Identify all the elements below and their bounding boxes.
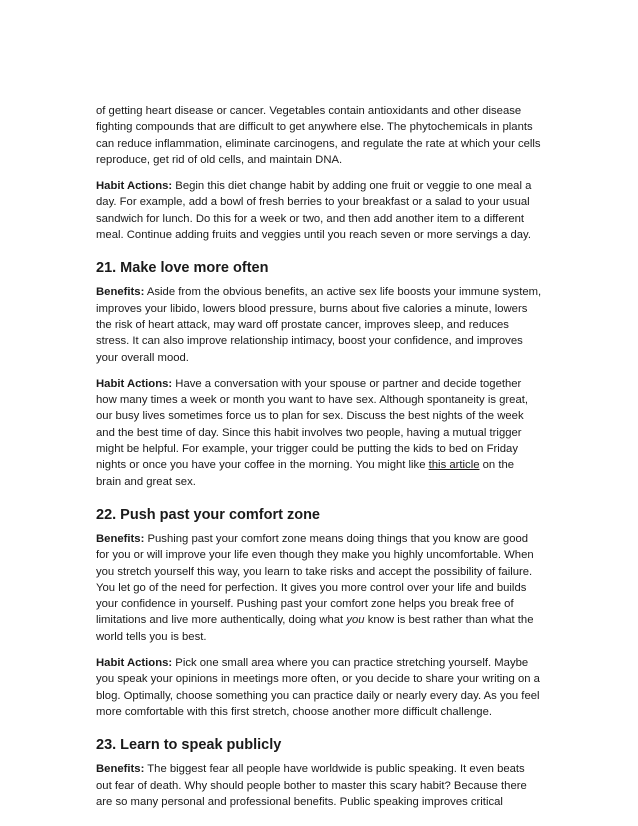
habit20-actions-paragraph bbox=[96, 178, 542, 243]
section-22-benefits-text-end: know is best rather than what the world tells you is best. bbox=[96, 614, 534, 643]
section-23-heading: 23. Learn to speak publicly bbox=[96, 737, 282, 754]
section-22-actions-text: Pick one small area where you can practice stretching yourself. Maybe you speak your opinions in meetings more often, or you decide to share your writing on a blog. Optimally, choose something you can practice daily or nearly every day. As you feel more comfortable with this first stretch, choose another more difficult challenge. bbox=[96, 657, 540, 718]
section-21-benefits-paragraph bbox=[96, 284, 542, 365]
benefits-label: Benefits: bbox=[96, 763, 145, 776]
document-page bbox=[96, 103, 542, 820]
this-article-link[interactable]: this article bbox=[428, 459, 480, 472]
section-21-actions-paragraph bbox=[96, 376, 542, 490]
intro-text: of getting heart disease or cancer. Vegetables contain antioxidants and other disease fighting compounds that are difficult to get anywhere else. The phytochemicals in plants can reduce inflammation, eliminate carcinogens, and regulate the rate at which your cells reproduce, get rid of old cells, and maintain DNA. bbox=[96, 105, 541, 166]
benefits-label: Benefits: bbox=[96, 286, 145, 299]
section-23-benefits-text: The biggest fear all people have worldwide is public speaking. It even beats out fear of death. Why should people bother to master this scary habit? Because there are so many personal and professional benefits. Public speaking improves critical bbox=[96, 763, 527, 808]
intro-paragraph bbox=[96, 103, 542, 168]
section-21-actions-text: Have a conversation with your spouse or partner and decide together how many times a week or month you want to have sex. Although spontaneity is great, our busy lives sometimes force us to plan for sex. Discuss the best nights of the week and the best time of day. Since this habit involves two people, having a mutual trigger might be helpful. For example, your trigger could be putting the kids to bed on Friday nights or once you have your coffee in the morning. You might like bbox=[96, 377, 529, 472]
section-23-benefits-paragraph bbox=[96, 761, 542, 810]
habit-actions-label: Habit Actions: bbox=[96, 377, 173, 390]
section-22-benefits-paragraph bbox=[96, 531, 542, 645]
section-22-heading: 22. Push past your comfort zone bbox=[96, 506, 320, 523]
habit-actions-label: Habit Actions: bbox=[96, 180, 173, 193]
section-21-actions-text-end: on the brain and great sex. bbox=[96, 459, 515, 488]
habit-actions-label: Habit Actions: bbox=[96, 657, 173, 670]
benefits-label: Benefits: bbox=[96, 532, 145, 545]
section-22-emphasis: you bbox=[346, 614, 365, 627]
section-22-actions-paragraph bbox=[96, 655, 542, 720]
section-21-heading: 21. Make love more often bbox=[96, 260, 269, 277]
section-21-benefits-text: Aside from the obvious benefits, an active sex life boosts your immune system, improves your libido, lowers blood pressure, burns about five calories a minute, lowers the risk of heart attack, may ward off prostate cancer, improves sleep, and reduces stress. It can also improve relationship intimacy, boost your confidence, and improves your overall mood. bbox=[96, 286, 542, 364]
section-22-benefits-text: Pushing past your comfort zone means doing things that you know are good for you or will improve your life even though they make you highly uncomfortable. When you stretch yourself this way, you learn to take risks and accept the possibility of failure. You let go of the need for perfection. It gives you more control over your life and builds your confidence in yourself. Pushing past your comfort zone helps you break free of limitations and live more authentically, doing what bbox=[96, 532, 534, 627]
habit20-actions-text: Begin this diet change habit by adding one fruit or veggie to one meal a day. For example, add a bowl of fresh berries to your breakfast or a salad to your usual sandwich for lunch. Do this for a week or two, and then add another item to a different meal. Continue adding fruits and veggies until you reach seven or more servings a day. bbox=[96, 180, 532, 242]
